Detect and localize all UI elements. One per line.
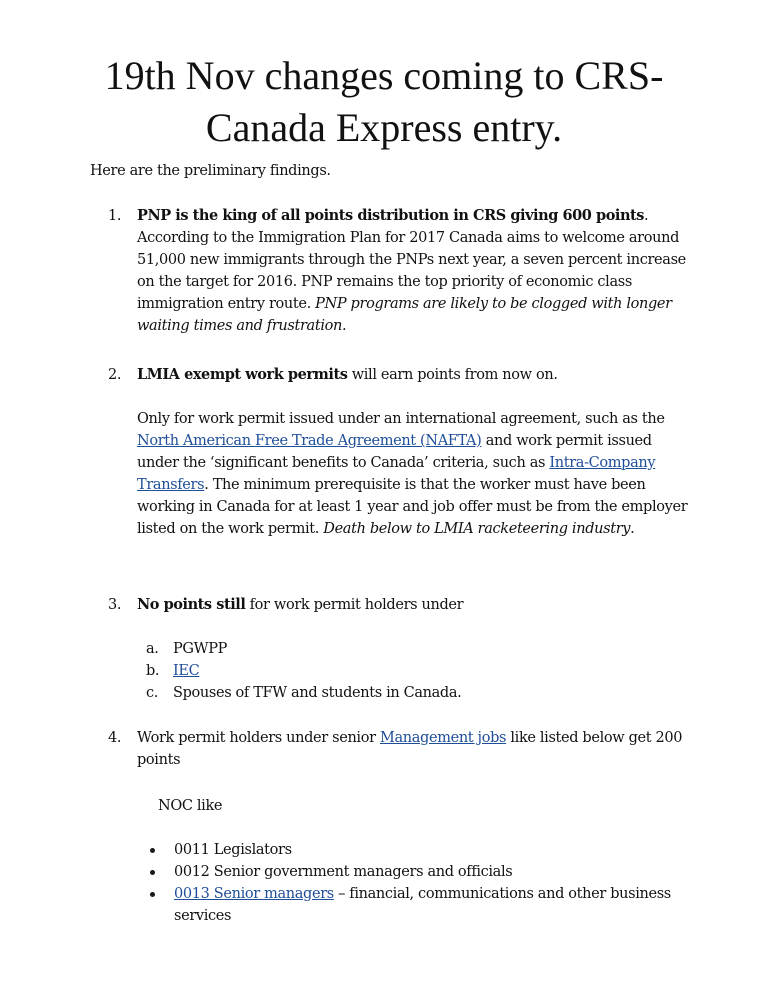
- item-text: for work permit holders under: [245, 597, 464, 613]
- list-item-body: [137, 594, 697, 616]
- list-item-body: [137, 205, 697, 337]
- bullet-text-rest: – financial, communications and other business services: [174, 886, 671, 924]
- item-text: . According to the Immigration Plan for 2017 Canada aims to welcome around 51,000 new immigrants through the PNPs next year, a seven percent increase on the target for 2016. PNP remains the top priority of economic class immigration entry route.: [137, 208, 686, 312]
- paragraph-text: .: [630, 521, 635, 537]
- item-paragraph-2: [137, 408, 697, 540]
- item-paragraph: [137, 205, 697, 337]
- item-italic-note: Death below to LMIA racketeering industry: [323, 521, 631, 537]
- intra-company-transfers-link[interactable]: Intra-Company Transfers: [137, 455, 656, 493]
- title-line-2: Canada Express entry.: [205, 105, 563, 150]
- item-paragraph: [137, 727, 697, 771]
- iec-link[interactable]: IEC: [173, 663, 200, 679]
- nafta-link[interactable]: North American Free Trade Agreement (NAFTA): [137, 433, 482, 449]
- item-text: Work permit holders under senior: [137, 730, 380, 746]
- paragraph-text: and work permit issued under the ‘significant benefits to Canada’ criteria, such as: [137, 433, 652, 471]
- sub-marker: a.: [146, 641, 159, 657]
- item-italic-note: PNP programs are likely to be clogged with longer waiting times and frustration.: [137, 296, 672, 334]
- item-bold-heading: LMIA exempt work permits: [137, 366, 348, 383]
- list-number: 4.: [108, 730, 122, 746]
- item-bold-heading: No points still: [137, 596, 246, 613]
- senior-managers-link[interactable]: 0013 Senior managers: [174, 886, 334, 902]
- list-number: 1.: [108, 208, 122, 224]
- list-item-body: [137, 364, 697, 540]
- list-number: 3.: [108, 597, 122, 613]
- item-text: will earn points from now on.: [347, 367, 558, 383]
- bullet-text: [174, 883, 674, 927]
- noc-label: NOC like: [158, 798, 223, 814]
- sub-marker: c.: [146, 685, 159, 701]
- intro-text: Here are the preliminary findings.: [90, 163, 331, 179]
- title-line-1: 19th Nov changes coming to CRS-: [104, 53, 664, 98]
- bullet-text: 0011 Legislators: [174, 842, 292, 858]
- page-title: [60, 50, 708, 154]
- item-paragraph: [137, 594, 697, 616]
- list-number: 2.: [108, 367, 122, 383]
- sub-item-text: Spouses of TFW and students in Canada.: [173, 685, 462, 701]
- bullet-dot: [150, 848, 155, 853]
- item-bold-heading: PNP is the king of all points distribution in CRS giving 600 points: [137, 207, 645, 224]
- bullet-text: 0012 Senior government managers and officials: [174, 864, 513, 880]
- paragraph-text: . The minimum prerequisite is that the worker must have been working in Canada for at least 1 year and job offer must be from the employer listed on the work permit.: [137, 477, 688, 537]
- item-paragraph: [137, 364, 697, 386]
- paragraph-text: Only for work permit issued under an international agreement, such as the: [137, 411, 665, 427]
- sub-marker: b.: [146, 663, 160, 679]
- bullet-dot: [150, 870, 155, 875]
- management-jobs-link[interactable]: Management jobs: [379, 730, 507, 746]
- list-item-body: [137, 727, 697, 771]
- item-text: like listed below get 200 points: [137, 730, 683, 768]
- bullet-dot: [150, 892, 155, 897]
- sub-item-text: PGWPP: [173, 641, 228, 657]
